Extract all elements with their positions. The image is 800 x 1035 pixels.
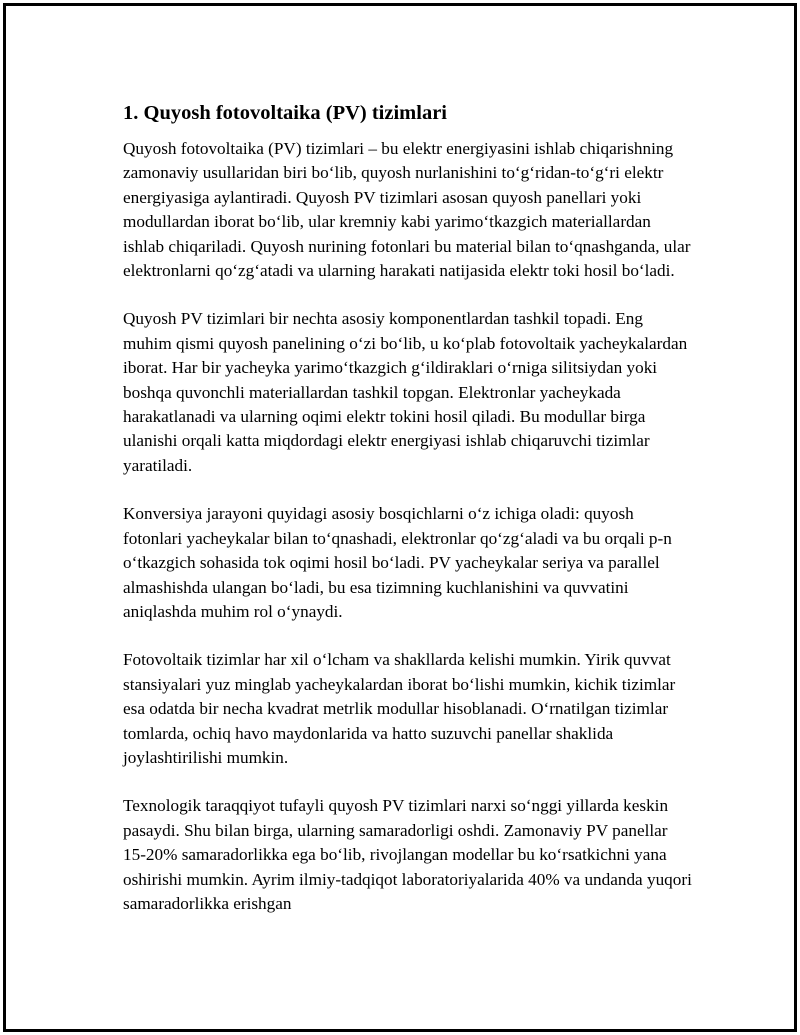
paragraph-1: Quyosh fotovoltaika (PV) tizimlari – bu elektr energiyasini ishlab chiqarishning zamonaviy usullaridan biri bo‘lib, quyosh nurlanishini to‘g‘ridan-to‘g‘ri elektr energiyasiga aylantiradi. Quyosh PV tizimlari asosan quyosh panellari yoki modullardan iborat bo‘lib, ular kremniy kabi yarimo‘tkazgich materiallardan ishlab chiqariladi. Quyosh nurining fotonlari bu material bilan to‘qnashganda, ular elektronlarni qo‘zg‘atadi va ularning harakati natijasida elektr toki hosil bo‘ladi.: [123, 139, 691, 281]
paragraph-4: Fotovoltaik tizimlar har xil o‘lcham va shakllarda kelishi mumkin. Yirik quvvat stansiyalari yuz minglab yacheykalardan iborat bo‘lishi mumkin, kichik tizimlar esa odatda bir necha kvadrat metrlik modullar hisoblanadi. O‘rnatilgan tizimlar tomlarda, ochiq havo maydonlarida va hatto suzuvchi panellar shaklida joylashtirilishi mumkin.: [123, 650, 676, 767]
page-border: [3, 3, 797, 1032]
paragraph-2: Quyosh PV tizimlari bir nechta asosiy komponentlardan tashkil topadi. Eng muhim qismi quyosh panelining o‘zi bo‘lib, u ko‘plab fotovoltaik yacheykalardan iborat. Har bir yacheyka yarimo‘tkazgich g‘ildiraklari o‘rniga silitsiydan yoki boshqa quvonchli materiallardan tashkil topgan. Elektronlar yacheykada harakatlanadi va ularning oqimi elektr tokini hosil qiladi. Bu modullar birga ulanishi orqali katta miqdordagi elektr energiyasi ishlab chiqaruvchi tizimlar yaratiladi.: [123, 309, 688, 475]
section-heading: 1. Quyosh fotovoltaika (PV) tizimlari: [123, 102, 447, 124]
paragraph-3: Konversiya jarayoni quyidagi asosiy bosqichlarni o‘z ichiga oladi: quyosh fotonlari yacheykalar bilan to‘qnashadi, elektronlar qo‘zg‘aladi va bu orqali p-n o‘tkazgich sohasida tok oqimi hosil bo‘ladi. PV yacheykalar seriya va parallel almashishda ulangan bo‘ladi, bu esa tizimning kuchlanishini va quvvatini aniqlashda muhim rol o‘ynaydi.: [123, 504, 672, 621]
paragraph-5: Texnologik taraqqiyot tufayli quyosh PV tizimlari narxi so‘nggi yillarda keskin pasaydi. Shu bilan birga, ularning samaradorligi oshdi. Zamonaviy PV panellar 15-20% samaradorlikka ega bo‘lib, rivojlangan modellar bu ko‘rsatkichni yana oshirishi mumkin. Ayrim ilmiy-tadqiqot laboratoriyalarida 40% va undanda yuqori samaradorlikka erishgan: [123, 796, 692, 913]
document-body: [123, 99, 693, 940]
